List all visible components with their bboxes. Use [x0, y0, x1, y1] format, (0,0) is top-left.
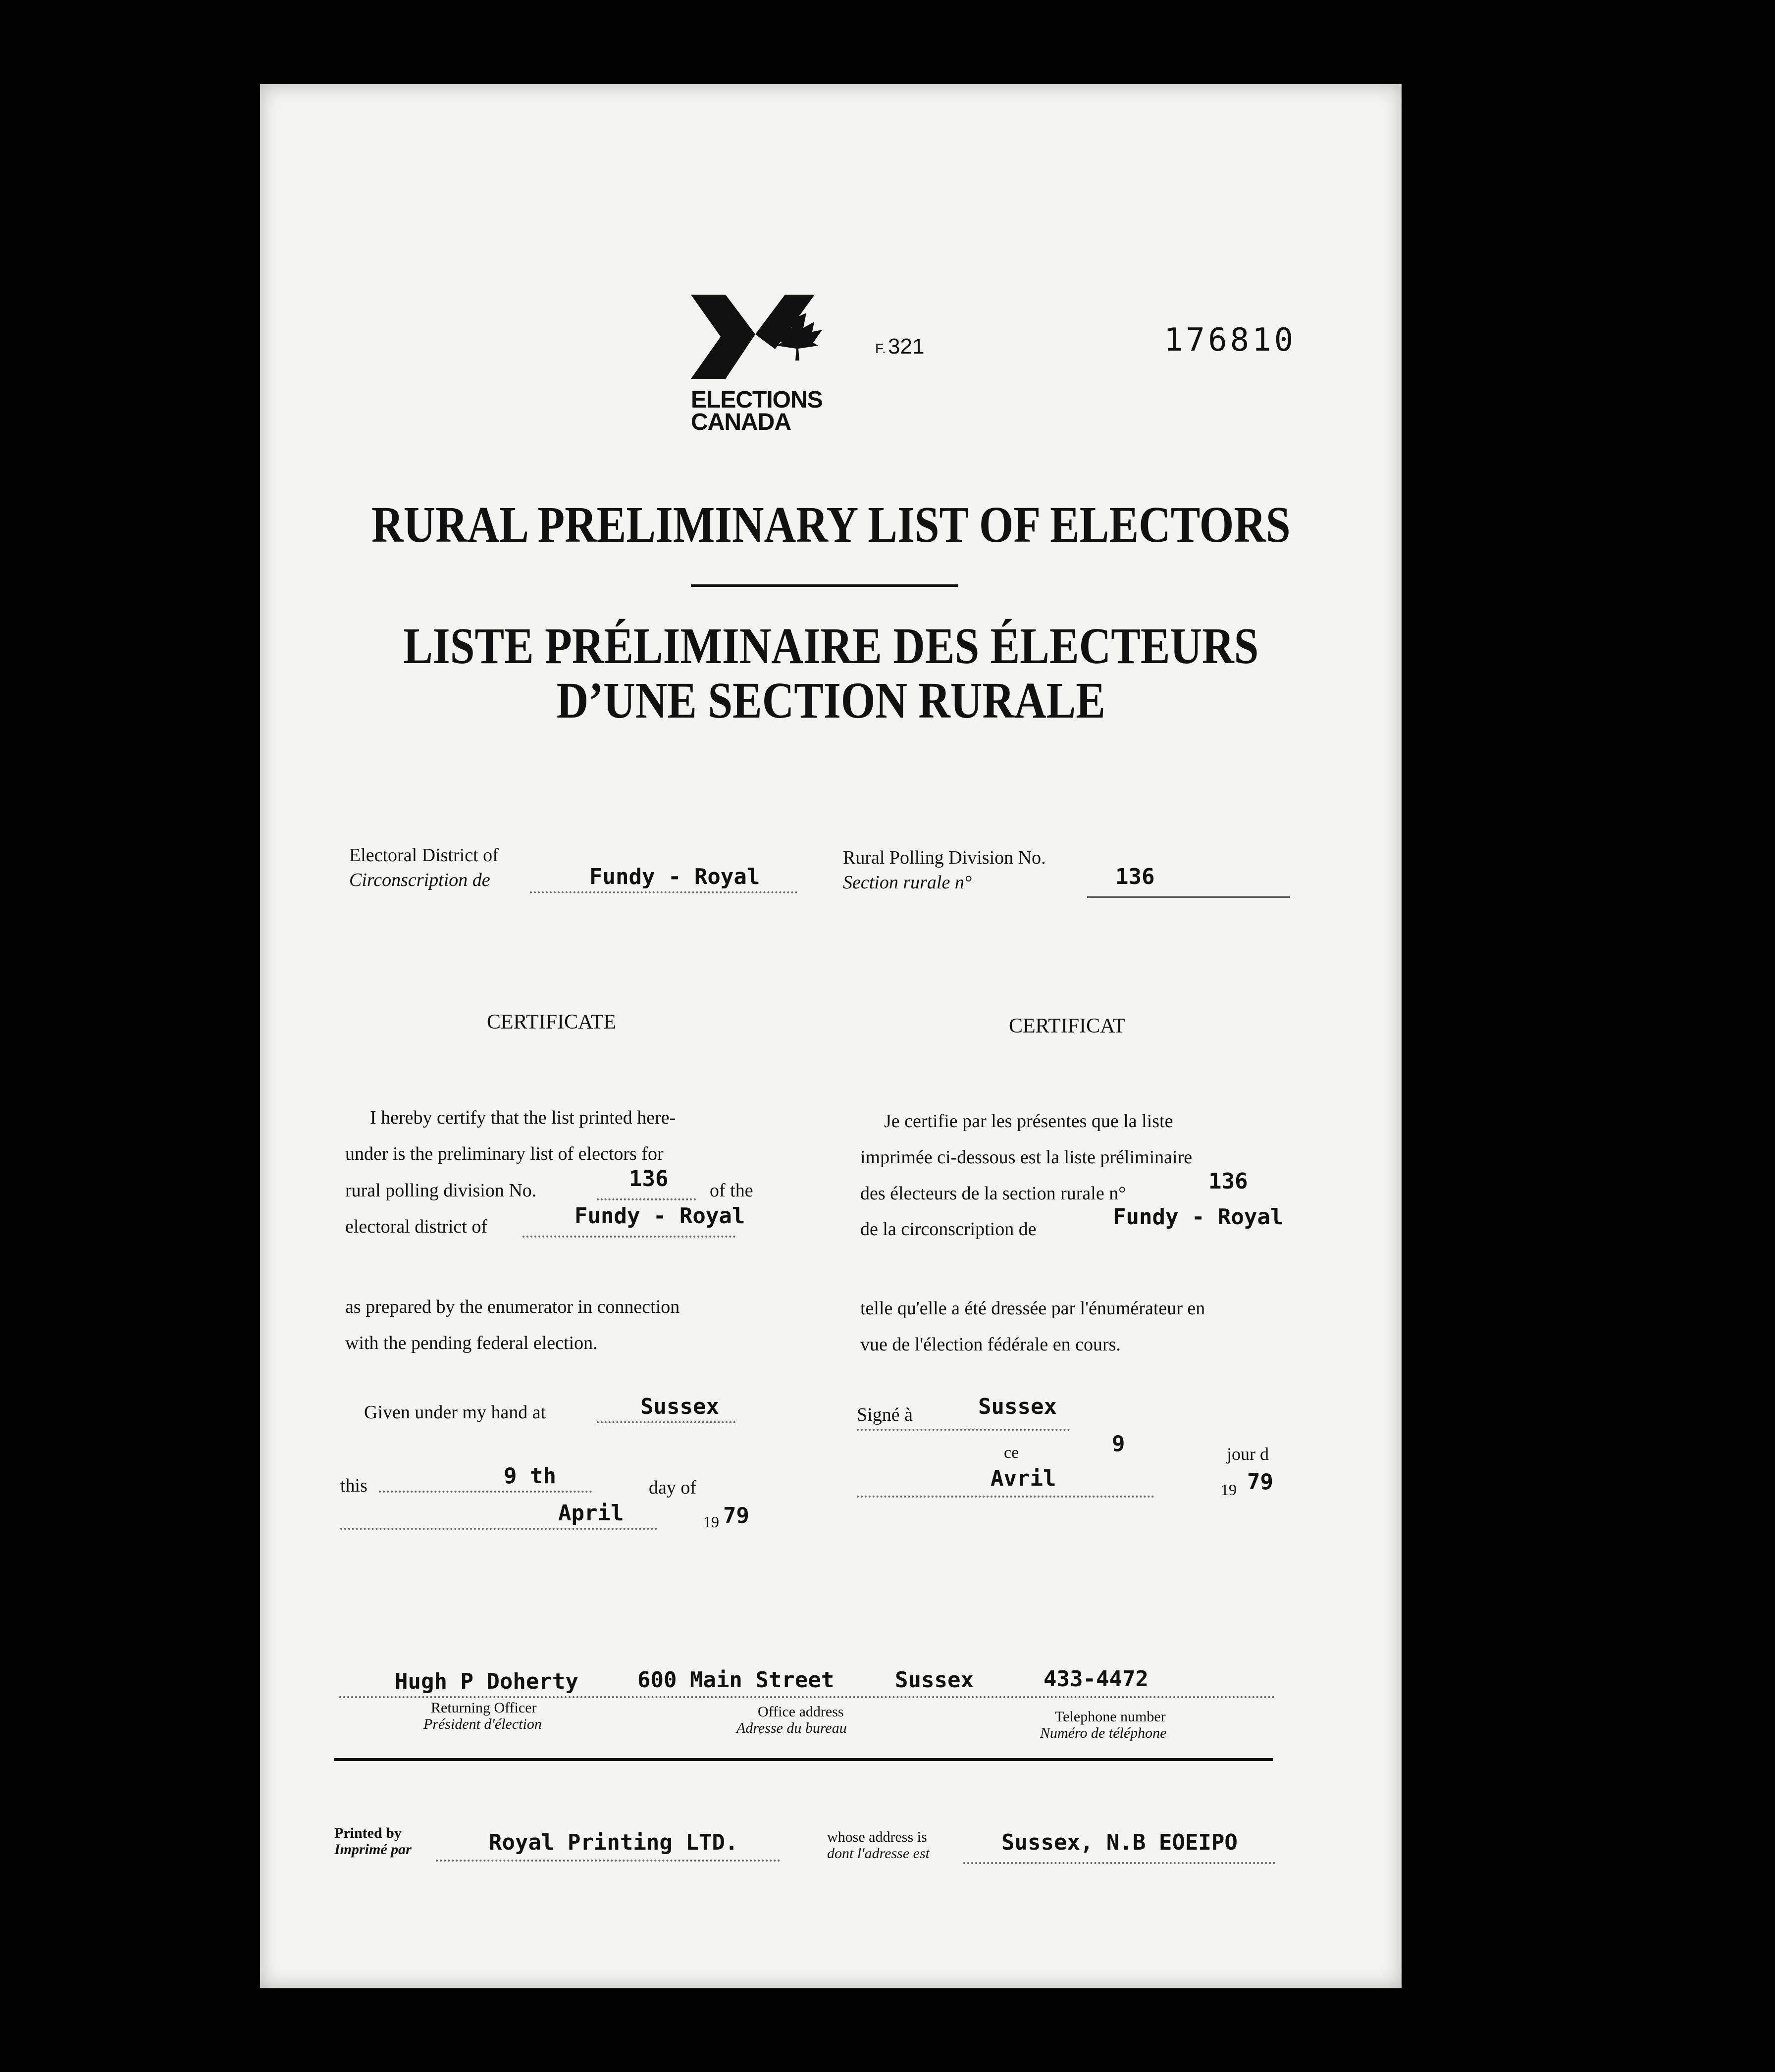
printer-label-fr: Imprimé par [334, 1841, 412, 1858]
cert-en-day-of-label: day of [649, 1477, 697, 1498]
cert-en-division-no: 136 [629, 1166, 669, 1191]
polling-label-en: Rural Polling Division No. [843, 847, 1046, 868]
cert-fr-line3: des électeurs de la section rurale n° [860, 1183, 1126, 1204]
district-underline [530, 891, 797, 893]
cert-en-line4: electoral district of [345, 1216, 487, 1237]
cert-en-day-underline [379, 1491, 592, 1493]
officer-address-label-en: Office address [758, 1704, 844, 1720]
cert-en-line5: as prepared by the enumerator in connection [345, 1296, 680, 1317]
elections-canada-logo-icon [691, 295, 835, 394]
cert-fr-day: 9 [1112, 1431, 1125, 1456]
cert-en-line3a: rural polling division No. [345, 1180, 537, 1201]
cert-fr-place-underline [857, 1429, 1070, 1431]
printer-label-en: Printed by [334, 1825, 402, 1841]
certificate-heading-fr: CERTIFICAT [1009, 1015, 1126, 1037]
cert-en-line6: with the pending federal election. [345, 1333, 598, 1353]
section-divider [334, 1758, 1273, 1761]
cert-en-month-underline [340, 1528, 657, 1530]
officer-town: Sussex [895, 1667, 974, 1693]
cert-en-line3b: of the [710, 1180, 753, 1201]
cert-fr-line1: Je certifie par les présentes que la liste [884, 1111, 1173, 1132]
polling-label-fr: Section rurale n° [843, 872, 972, 893]
officer-name-label-fr: Président d'élection [423, 1716, 542, 1732]
cert-en-line1: I hereby certify that the list printed here- [370, 1107, 676, 1128]
cert-en-place-underline [597, 1421, 735, 1423]
cert-fr-jour-label: jour d [1227, 1444, 1269, 1464]
cert-en-month: April [558, 1501, 624, 1526]
polling-underline [1087, 896, 1290, 898]
cert-fr-month-underline [857, 1496, 1154, 1498]
district-label-en: Electoral District of [349, 845, 499, 866]
polling-value: 136 [1115, 864, 1155, 889]
document-page [260, 84, 1402, 1988]
cert-en-district: Fundy - Royal [574, 1203, 745, 1229]
title-divider [691, 584, 958, 587]
form-number: 321 [888, 334, 925, 359]
officer-underline [339, 1696, 1275, 1698]
printer-address-underline [963, 1862, 1275, 1864]
cert-fr-signed-label: Signé à [857, 1404, 913, 1425]
cert-en-place: Sussex [640, 1394, 719, 1419]
form-prefix: F. [875, 341, 886, 356]
cert-en-given-label: Given under my hand at [364, 1402, 546, 1423]
cert-en-line2: under is the preliminary list of electors for [345, 1143, 664, 1164]
cert-fr-ce-label: ce [1004, 1444, 1019, 1462]
printer-name: Royal Printing LTD. [489, 1830, 738, 1855]
officer-phone: 433-4472 [1044, 1666, 1149, 1692]
officer-phone-label-en: Telephone number [1055, 1709, 1166, 1725]
cert-en-division-underline [597, 1198, 696, 1200]
printer-address-label-en: whose address is [827, 1829, 927, 1845]
title-french-line1: LISTE PRÉLIMINAIRE DES ÉLECTEURS [403, 618, 1259, 674]
logo-text-canada: CANADA [691, 409, 791, 435]
cert-fr-line5: telle qu'elle a été dressée par l'énumérateur en [860, 1298, 1205, 1319]
cert-fr-line6: vue de l'élection fédérale en cours. [860, 1334, 1121, 1355]
officer-name-label-en: Returning Officer [431, 1700, 537, 1716]
cert-fr-division-no: 136 [1208, 1169, 1248, 1194]
cert-fr-year-prefix: 19 [1221, 1481, 1237, 1499]
cert-fr-line2: imprimée ci-dessous est la liste préliminaire [860, 1147, 1193, 1168]
cert-en-year: 79 [723, 1503, 749, 1528]
logo-text-elections: ELECTIONS [691, 387, 823, 413]
cert-fr-district: Fundy - Royal [1113, 1204, 1284, 1230]
cert-fr-year: 79 [1247, 1469, 1273, 1495]
cert-en-day: 9 th [504, 1463, 556, 1489]
certificate-heading-en: CERTIFICATE [487, 1011, 617, 1034]
cert-en-this-label: this [340, 1475, 367, 1496]
printer-address: Sussex, N.B EOEIPO [1001, 1830, 1238, 1855]
title-english: RURAL PRELIMINARY LIST OF ELECTORS [371, 496, 1291, 553]
cert-fr-month: Avril [991, 1466, 1056, 1491]
title-french-line2: D’UNE SECTION RURALE [556, 672, 1105, 729]
cert-fr-line4: de la circonscription de [860, 1219, 1037, 1240]
cert-en-year-prefix: 19 [703, 1513, 719, 1531]
printer-name-underline [436, 1860, 780, 1862]
officer-name: Hugh P Doherty [395, 1669, 578, 1694]
district-label-fr: Circonscription de [349, 870, 490, 890]
officer-address: 600 Main Street [637, 1667, 835, 1693]
cert-en-district-underline [522, 1236, 735, 1238]
cert-fr-place: Sussex [978, 1394, 1057, 1419]
officer-phone-label-fr: Numéro de téléphone [1040, 1725, 1167, 1741]
serial-number: 176810 [1164, 322, 1297, 359]
district-value: Fundy - Royal [589, 864, 760, 889]
officer-address-label-fr: Adresse du bureau [736, 1720, 847, 1736]
printer-address-label-fr: dont l'adresse est [827, 1845, 930, 1862]
